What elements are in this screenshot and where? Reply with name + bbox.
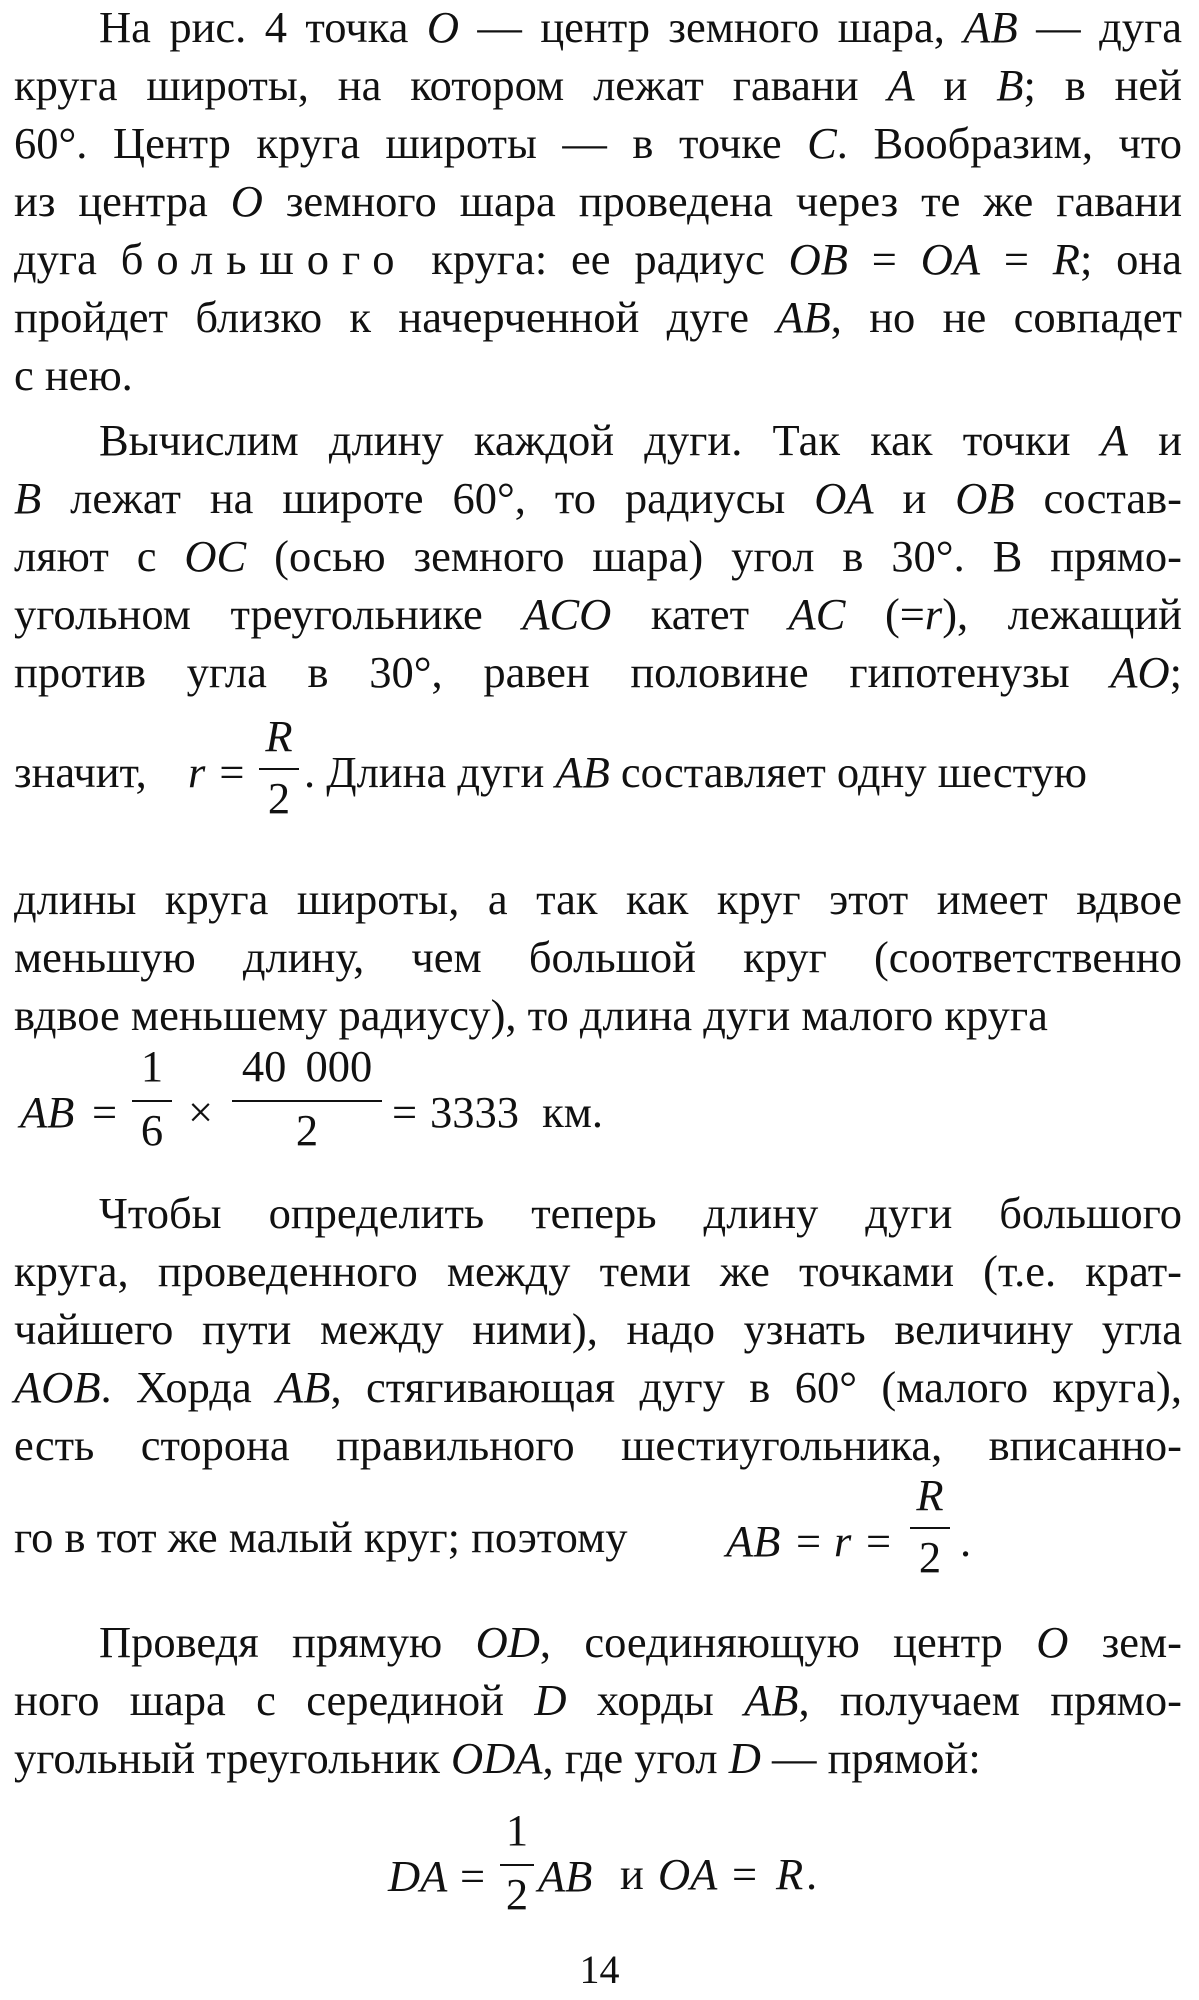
text-fragment: круга: ее радиус: [407, 234, 789, 284]
math-symbol: R: [1052, 234, 1080, 284]
text-fragment: угольном треугольнике: [14, 589, 523, 639]
fraction-r-over-2: [910, 1469, 950, 1589]
text-line: [14, 1729, 1182, 1787]
fraction-bar: [232, 1100, 382, 1102]
text-fragment: го в тот же малый круг; поэтому: [14, 1512, 628, 1562]
math-symbol: C: [807, 118, 837, 168]
text-line: [14, 643, 1182, 701]
text-fragment: (осью земного шара) угол в 30°. В прямо-: [246, 531, 1182, 581]
inline-formula-line: [14, 1470, 1182, 1595]
text-fragment: . Хорда: [100, 1362, 277, 1412]
text-fragment: Вычислим длину каждой дуги. Так как точки: [99, 415, 1101, 465]
text-fragment: чайшего пути между ними), надо узнать величину угла: [14, 1304, 1182, 1354]
math-symbol: O: [1036, 1617, 1069, 1667]
page-number: 14: [579, 1947, 620, 1992]
text-fragment: состав-: [1014, 473, 1182, 523]
math-symbol: AB: [776, 292, 831, 342]
text-fragment: и: [914, 60, 997, 110]
math-symbol: O: [230, 176, 263, 226]
formula-equals: =: [866, 1516, 892, 1566]
text-fragment: и: [873, 473, 956, 523]
text-fragment: 60°. Центр круга широты — в точке: [14, 118, 808, 168]
text-line: [14, 1242, 1182, 1300]
text-line: [14, 1416, 1182, 1474]
math-symbol: ODA: [451, 1733, 543, 1783]
math-symbol: r: [924, 589, 943, 639]
fraction-one-half: [500, 1804, 534, 1934]
fraction-denominator: 2: [505, 1869, 529, 1919]
formula-result: 3333 км.: [430, 1087, 604, 1137]
text-line: [14, 527, 1182, 585]
text-fragment: длины круга широты, а так как круг этот имеет вдвое: [14, 874, 1182, 924]
text-fragment: . Длина дуги AB составляет одну шестую: [304, 747, 1087, 797]
math-symbol: OA: [814, 473, 874, 523]
text-line: [14, 346, 1182, 404]
text-fragment: ного шара с серединой: [14, 1675, 535, 1725]
formula-ab: AB: [726, 1516, 781, 1566]
text-fragment: ), лежащий: [942, 589, 1182, 639]
text-line: [14, 1184, 1182, 1242]
math-symbol: B: [14, 473, 42, 523]
text-line: [14, 469, 1182, 527]
text-fragment: меньшую длину, чем большой круг (соответственно: [14, 932, 1182, 982]
text-fragment: — прямой:: [760, 1733, 981, 1783]
formula-lhs: DA: [388, 1851, 448, 1901]
text-fragment: ляют с: [14, 531, 185, 581]
fraction-denominator: 2: [267, 773, 291, 823]
fraction-numerator: 1: [505, 1805, 529, 1855]
fraction-denominator: 6: [140, 1105, 164, 1155]
math-symbol: ACO: [522, 589, 612, 639]
fraction-bar: [132, 1100, 172, 1102]
math-symbol: AB: [276, 1362, 331, 1412]
formula-times: ×: [188, 1087, 214, 1137]
formula-and: и: [620, 1849, 644, 1899]
formula-r-eq: r =: [188, 747, 247, 797]
fraction-bar: [500, 1864, 534, 1866]
text-fragment: На рис. 4 точка: [99, 2, 427, 52]
math-symbol: AC: [788, 589, 846, 639]
text-fragment: , где угол: [542, 1733, 729, 1783]
math-symbol: B: [996, 60, 1024, 110]
fraction-bar: [910, 1527, 950, 1529]
text-fragment: земного шара проведена через те же гавани: [262, 176, 1183, 226]
text-fragment: значит,: [14, 747, 147, 797]
text-line: [14, 56, 1182, 114]
fraction-denominator: 2: [918, 1532, 942, 1582]
math-symbol: OB: [955, 473, 1015, 523]
text-fragment: лежат на широте 60°, то радиусы: [41, 473, 815, 523]
fraction-40000-over-2: [232, 1040, 382, 1170]
fraction-r-over-2: [259, 710, 299, 830]
formula-equals: =: [392, 1087, 418, 1137]
formula-equals: =: [732, 1849, 758, 1899]
text-fragment: угольный треугольник: [14, 1733, 452, 1783]
math-symbol: AB: [963, 2, 1018, 52]
math-symbol: A: [1100, 415, 1128, 465]
text-line: [14, 1671, 1182, 1729]
text-line: [14, 0, 1182, 56]
text-fragment: Чтобы определить теперь длину дуги большого: [99, 1188, 1182, 1238]
text-line: [14, 288, 1182, 346]
text-fragment: зем-: [1068, 1617, 1183, 1667]
math-symbol: A: [887, 60, 915, 110]
fraction-numerator: R: [265, 711, 293, 761]
text-fragment: =: [980, 234, 1053, 284]
text-fragment: ;: [1169, 647, 1182, 697]
formula-period: .: [960, 1516, 972, 1566]
text-fragment: , получаем прямо-: [798, 1675, 1182, 1725]
formula-r: r: [834, 1516, 852, 1566]
math-symbol: OB: [788, 234, 848, 284]
inline-formula-line: [14, 711, 1182, 830]
formula-equals: =: [92, 1087, 118, 1137]
fraction-one-sixth: [132, 1040, 172, 1170]
formula-oa: OA: [658, 1849, 718, 1899]
text-fragment: из центра: [14, 176, 231, 226]
math-symbol: D: [534, 1675, 567, 1725]
text-line: [14, 1613, 1182, 1671]
text-fragment: . Вообразим, что: [836, 118, 1182, 168]
text-fragment: , соединяющую центр: [539, 1617, 1037, 1667]
formula-r: R: [776, 1849, 804, 1899]
text-fragment: круга широты, на котором лежат гавани: [14, 60, 888, 110]
text-line: [14, 1300, 1182, 1358]
fraction-numerator: 40 000: [241, 1041, 373, 1091]
text-fragment: Проведя прямую: [99, 1617, 476, 1667]
fraction-bar: [259, 768, 299, 770]
text-line: [14, 411, 1182, 469]
text-fragment: дуга: [14, 234, 121, 284]
text-fragment: — центр земного шара,: [458, 2, 964, 52]
text-line: [14, 986, 1182, 1044]
spaced-emphasis: большого: [120, 234, 408, 284]
text-fragment: пройдет близко к начерченной дуге: [14, 292, 777, 342]
formula-equals: =: [460, 1851, 486, 1901]
text-fragment: , стягивающая дугу в 60° (малого круга),: [330, 1362, 1182, 1412]
text-fragment: (=: [845, 589, 925, 639]
math-symbol: AB: [744, 1675, 799, 1725]
math-symbol: OD: [475, 1617, 540, 1667]
text-line: [14, 585, 1182, 643]
formula-equals: =: [796, 1516, 822, 1566]
math-symbol: AOB: [14, 1362, 101, 1412]
text-fragment: катет: [611, 589, 789, 639]
text-fragment: есть сторона правильного шестиугольника, вписанно-: [14, 1420, 1182, 1470]
formula-lhs: AB: [20, 1087, 75, 1137]
text-fragment: ; в ней: [1023, 60, 1182, 110]
text-line: [14, 1358, 1182, 1416]
math-symbol: D: [728, 1733, 761, 1783]
math-symbol: O: [426, 2, 459, 52]
fraction-numerator: R: [916, 1470, 944, 1520]
text-fragment: и: [1127, 415, 1182, 465]
formula-arc-length: [20, 1040, 720, 1170]
math-symbol: OC: [184, 531, 247, 581]
text-fragment: против угла в 30°, равен половине гипотенузы: [14, 647, 1111, 697]
text-line: [14, 928, 1182, 986]
formula-period: .: [806, 1849, 818, 1899]
text-fragment: =: [847, 234, 921, 284]
text-fragment: хорды: [566, 1675, 745, 1725]
text-fragment: круга, проведенного между теми же точками (т.е. крат-: [14, 1246, 1182, 1296]
formula-ab: AB: [538, 1851, 593, 1901]
fraction-denominator: 2: [295, 1105, 319, 1155]
text-fragment: вдвое меньшему радиусу), то длина дуги малого круга: [14, 990, 1048, 1040]
math-symbol: OA: [920, 234, 981, 284]
math-symbol: AO: [1110, 647, 1170, 697]
fraction-numerator: 1: [140, 1041, 164, 1091]
text-fragment: , но не совпадет: [830, 292, 1182, 342]
text-fragment: с нею.: [14, 350, 133, 400]
formula-da: [388, 1804, 888, 1934]
text-line: [14, 870, 1182, 928]
text-fragment: — дуга: [1017, 2, 1182, 52]
text-line: [14, 230, 1182, 288]
text-line: [14, 172, 1182, 230]
text-line: [14, 114, 1182, 172]
text-fragment: ; она: [1079, 234, 1182, 284]
